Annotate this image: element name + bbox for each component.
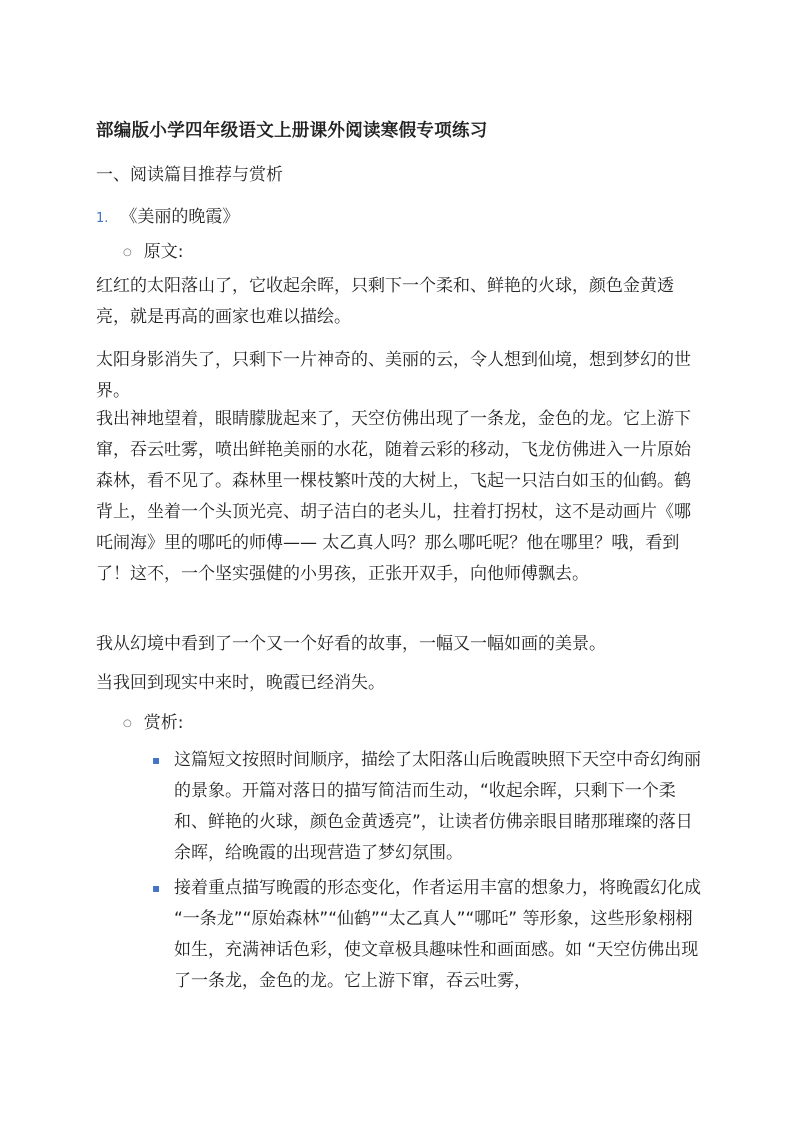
paragraph: 我出神地望着，眼睛朦胧起来了，天空仿佛出现了一条龙，金色的龙。它上游下窜，吞云吐雾，喷出鲜艳美丽的水花，随着云彩的移动，飞龙仿佛进入一片原始森林，看不见了。森林里一棵枝繁叶茂的大树上，飞起一只洁白如玉的仙鹤。鹤背上，坐着一个头顶光亮、胡子洁白的老头儿，拄着打拐杖，这不是动画片《哪吒闹海》里的哪吒的师傅—— 太乙真人吗？那么哪吒呢？他在哪里？哦，看到了！这不，一个坚实强健的小男孩，正张开双手，向他师傅飘去。 [96,409,691,584]
paragraph: 红红的太阳落山了，它收起余晖，只剩下一个柔和、鲜艳的火球，颜色金黄透亮，就是再高的画家也难以描绘。 [96,276,674,327]
document-title: 部编版小学四年级语文上册课外阅读寒假专项练习 [96,121,488,141]
article-title: 《美丽的晚霞》 [120,207,240,227]
appreciation-point: ▪ 这篇短文按照时间顺序，描绘了太阳落山后晚霞映照下天空中奇幻绚丽的景象。开篇对落日的描写简洁而生动，“收起余晖，只剩下一个柔和、鲜艳的火球，颜色金黄透亮”，让读者仿佛亲眼目睹那璀璨的落日余晖，给晚霞的出现营造了梦幻氛围。 [152,745,702,869]
square-bullet-icon: ▪ [152,753,161,767]
appreciation-label: ○ 赏析: [123,713,184,733]
paragraph: 当我回到现实中来时，晚霞已经消失。 [96,673,385,693]
list-number: 1. [96,211,109,226]
hollow-circle-bullet-icon: ○ [123,247,132,258]
hollow-circle-bullet-icon: ○ [123,718,132,729]
paragraph: 太阳身影消失了，只剩下一片神奇的、美丽的云，令人想到仙境，想到梦幻的世界。 [96,350,691,401]
list-item-title [96,202,239,227]
square-bullet-icon: ▪ [152,881,161,895]
section-heading: 一、阅读篇目推荐与赏析 [96,165,283,185]
original-text-label: ○ 原文: [123,242,184,262]
appreciation-point: ▪ 接着重点描写晚霞的形态变化，作者运用丰富的想象力，将晚霞幻化成 “一条龙”“原始森林”“仙鹤”“太乙真人”“哪吒” 等形象，这些形象栩栩如生，充满神话色彩，使文章极具趣味性和画面感。如 “天空仿佛出现了一条龙，金色的龙。它上游下窜，吞云吐雾， [152,873,702,997]
paragraph: 我从幻境中看到了一个又一个好看的故事，一幅又一幅如画的美景。 [96,634,606,654]
